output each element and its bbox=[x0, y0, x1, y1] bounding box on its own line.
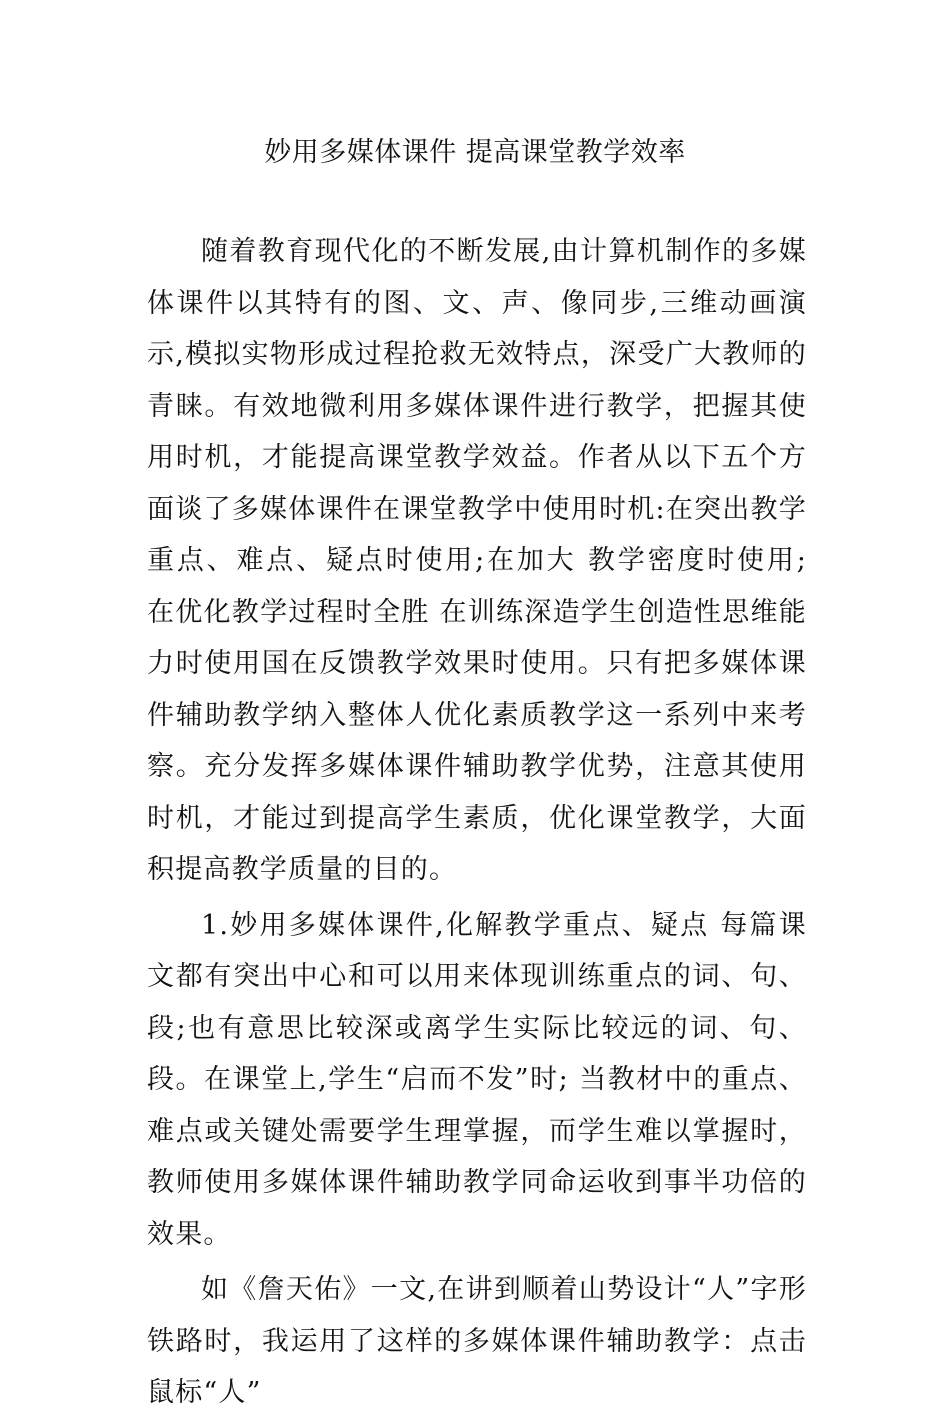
paragraph-section-1: 1.妙用多媒体课件,化解教学重点、疑点 每篇课文都有突出中心和可以用来体现训练重点的词、句、段;也有意思比较深或离学生实际比较远的词、句、段。在课堂上,学生“启而不发”时; 当教材中的重点、难点或关键处需要学生理掌握，而学生难以掌握时，教师使用多媒体课件辅助教学同命运收到事半功倍的效果。 bbox=[147, 909, 807, 1250]
paragraph-intro: 随着教育现代化的不断发展,由计算机制作的多媒体课件以其特有的图、文、声、像同步,三维动画演示,模拟实物形成过程抢救无效特点，深受广大教师的青睐。有效地微利用多媒体课件进行教学，把握其使用时机，才能提高课堂教学效益。作者从以下五个方面谈了多媒体课件在课堂教学中使用时机:在突出教学重点、难点、疑点时使用;在加大 教学密度时使用; 在优化教学过程时全胜 在训练深造学生创造性思维能力时使用国在反馈教学效果时使用。只有把多媒体课件辅助教学纳入整体人优化素质教学这一系列中来考察。充分发挥多媒体课件辅助教学优势，注意其使用时机，才能过到提高学生素质，优化课堂教学，大面积提高教学质量的目的。 bbox=[147, 236, 807, 885]
document-title: 妙用多媒体课件 提高课堂教学效率 bbox=[264, 137, 686, 168]
document-body bbox=[147, 226, 807, 1423]
paragraph-example: 如《詹天佑》一文,在讲到顺着山势设计“人”字形铁路时，我运用了这样的多媒体课件辅助教学：点击鼠标“人” bbox=[147, 1274, 807, 1408]
